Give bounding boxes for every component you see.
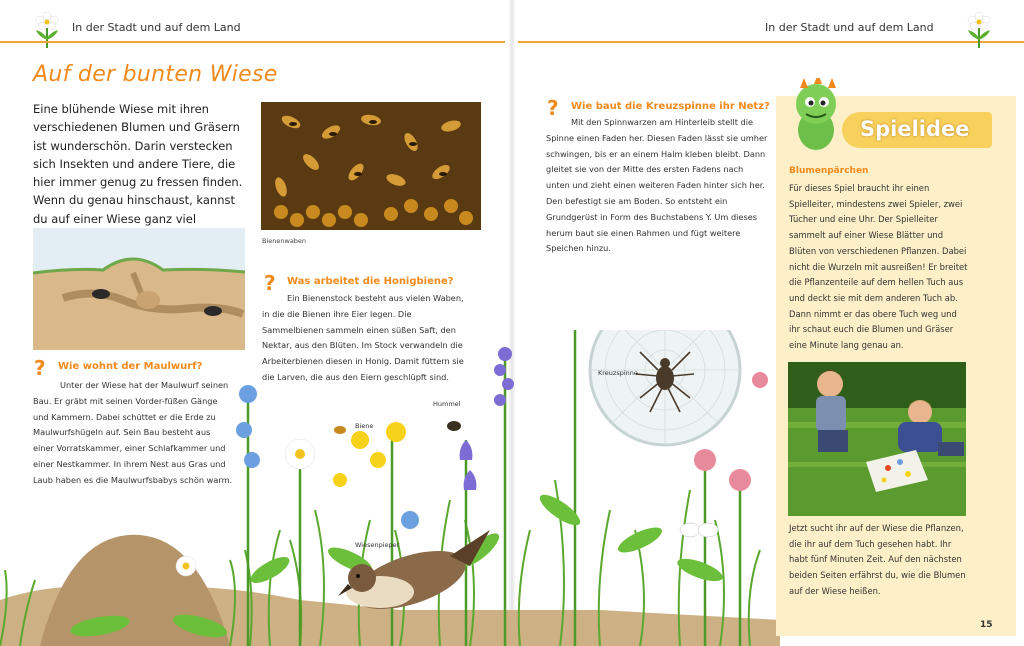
header-right-text: In der Stadt und auf dem Land xyxy=(765,21,934,34)
qa-mole-text: Unter der Wiese hat der Maulwurf seinen Bau. Er gräbt mit seinen Vorder-füßen Gänge und Kammern. Dabei schüttet er die Erde zu Maulwurfshügeln auf. Sein Bau besteht aus einer Vorratskammer, einer Schlafkammer und einer Nestkammer. In ihrem Nest aus Gras und Laub haben es die Maulwurfsbabys schön warm. xyxy=(33,380,233,485)
header-rule-right xyxy=(518,41,1024,43)
spider-label: Kreuzspinne xyxy=(598,369,638,377)
header-left-text: In der Stadt und auf dem Land xyxy=(72,21,241,34)
svg-text:?: ? xyxy=(547,97,559,119)
children-playing-photo xyxy=(788,362,966,516)
page-title: Auf der bunten Wiese xyxy=(33,62,278,87)
qa-bee-title: Was arbeitet die Honigbiene? xyxy=(287,276,454,287)
svg-text:?: ? xyxy=(264,272,276,294)
qa-spider-title: Wie baut die Kreuzspinne ihr Netz? xyxy=(571,101,770,112)
honeycomb-caption: Bienenwaben xyxy=(262,237,307,245)
header-rule-left xyxy=(0,41,505,43)
flower-icon xyxy=(30,10,64,50)
intro-paragraph: Eine blühende Wiese mit ihren verschiedenen Blumen und Gräsern ist wunderschön. Darin verstecken sich Insekten und andere Tiere, die hier immer genug zu fressen finden. Wenn du genau hinschaust, kannst du auf einer Wiese ganz viel xyxy=(33,102,243,226)
dragon-mascot-icon xyxy=(786,78,848,152)
sidebar-text-1: Für dieses Spiel braucht ihr einen Spielleiter, mindestens zwei Spieler, zwei Tücher und eine Uhr. Der Spielleiter sammelt auf einer Wiese Blätter und Blüten von verschiedenen Pflanzen. Dabei nicht die Wurzeln mit ausreißen! Er breitet die Pflanzenteile auf dem hellen Tuch aus und deckt sie mit dem anderen Tuch ab. Dann nimmt er das obere Tuch weg und ihr schaut euch die Blumen und Gräser eine Minute lang genau an. xyxy=(789,183,968,351)
sidebar-title: Spielidee xyxy=(860,117,970,141)
bee-label: Biene xyxy=(355,422,374,430)
qa-bee-text: Ein Bienenstock besteht aus vielen Waben, in die die Bienen ihre Eier legen. Die Sammelbienen sammeln einen süßen Saft, den Nektar, aus den Blüten. Im Stock verwandeln die Arbeiterbienen diesen in Honig. Damit füttern sie die Larven, die aus den Eiern geschlüpft sind. xyxy=(262,293,464,382)
sidebar-subtitle: Blumenpärchen xyxy=(789,166,869,176)
bumblebee-label: Hummel xyxy=(433,400,461,408)
sidebar-text-2: Jetzt sucht ihr auf der Wiese die Pflanzen, die ihr auf dem Tuch gesehen habt. Ihr habt fünf Minuten Zeit. Auf den nächsten beiden Seiten erfährst du, wie die Blumen auf der Wiese heißen. xyxy=(789,523,966,596)
flower-icon xyxy=(962,10,996,50)
qa-spider-text: Mit den Spinnwarzen am Hinterleib stellt die Spinne einen Faden her. Diesen Faden lässt sie umher schwingen, bis er an einem Halm kleben bleibt. Dann gleitet sie von der Mitte des ersten Fadens nach unten und zieht einen weiteren Faden hinter sich her. Den befestigt sie am Boden. So entsteht ein Grundgerüst in Form des Buchstabens Y. Um dieses herum baut sie einen Rahmen und fügt weitere Speichen hinzu. xyxy=(546,117,768,254)
qa-mole-title: Wie wohnt der Maulwurf? xyxy=(58,361,203,372)
svg-text:?: ? xyxy=(34,357,46,379)
page-number: 15 xyxy=(980,620,993,630)
honeycomb-photo xyxy=(261,102,481,230)
bird-label: Wiesenpieper xyxy=(355,541,400,549)
